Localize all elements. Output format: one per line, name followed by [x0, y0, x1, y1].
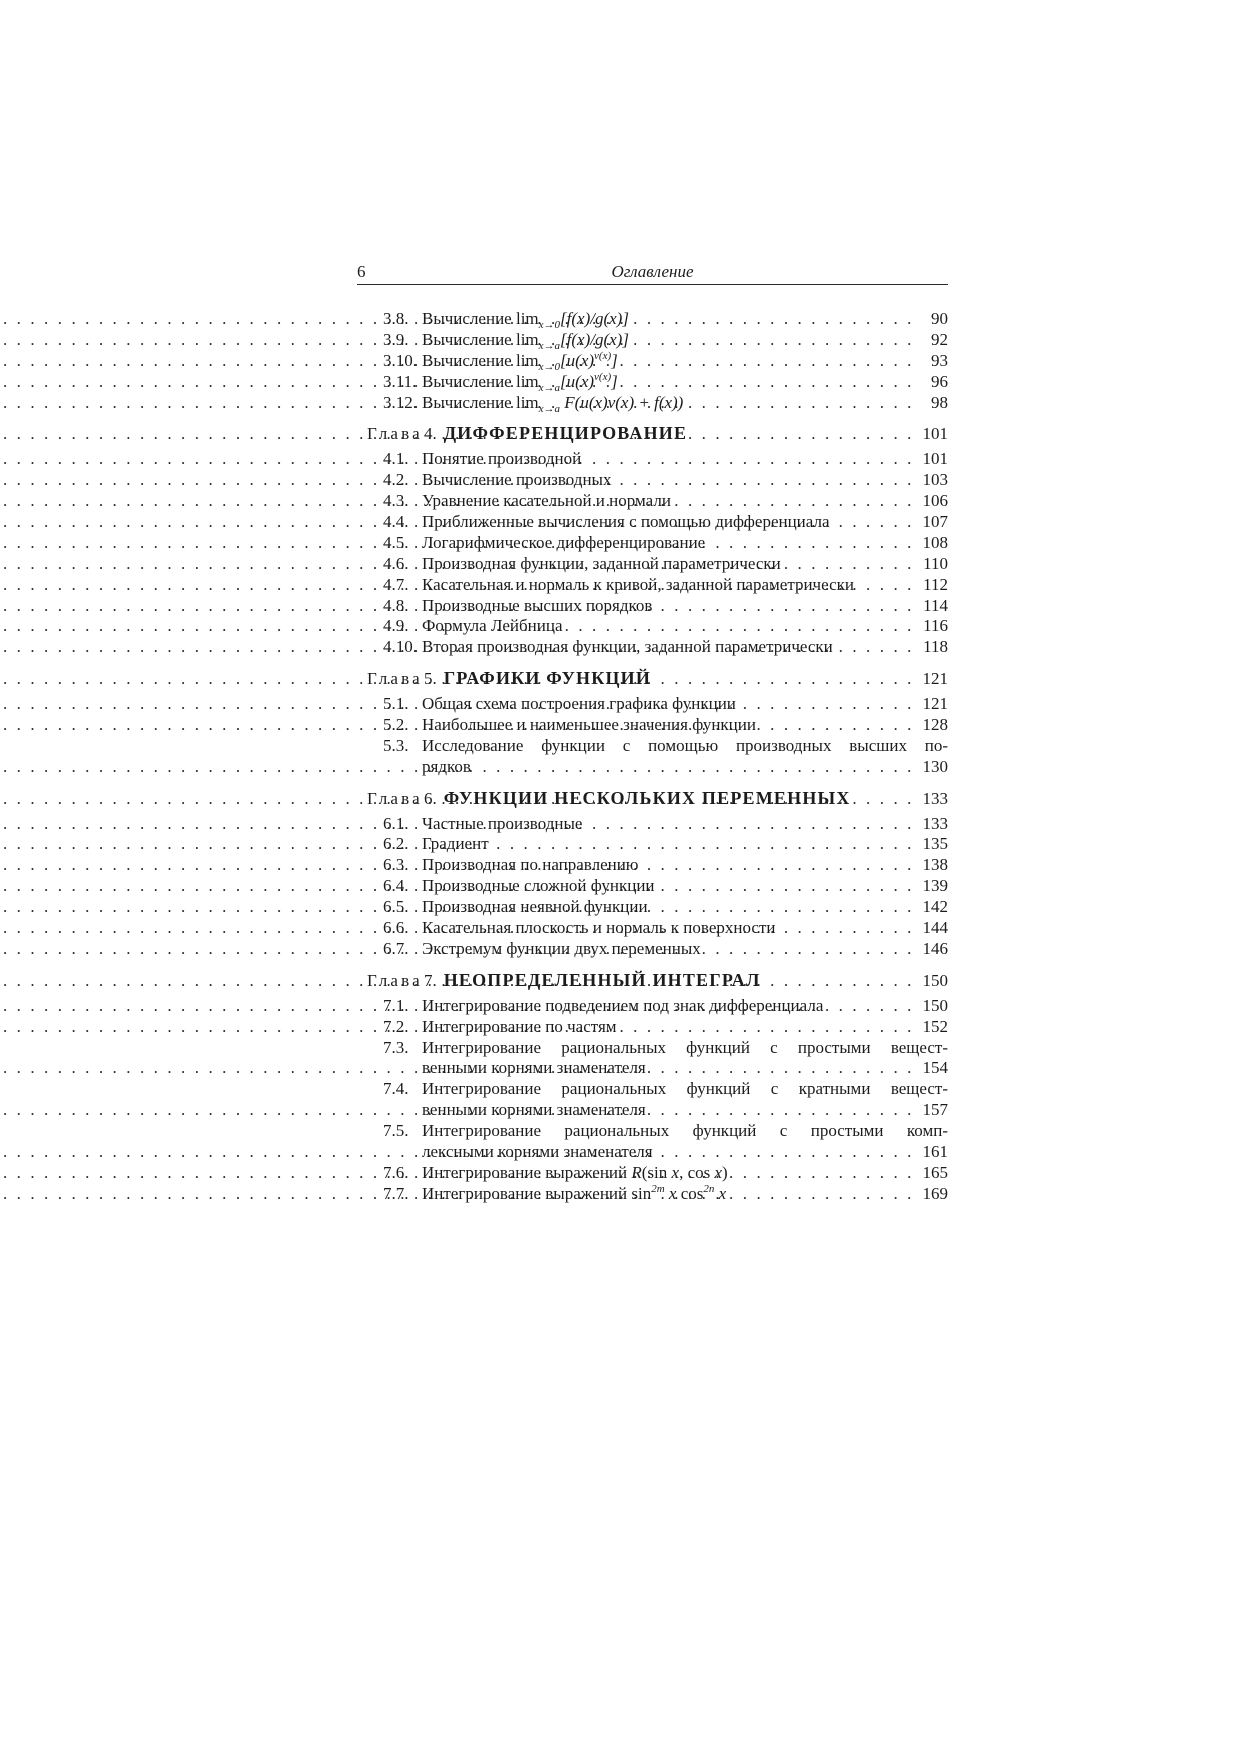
section-number: 7.4. [383, 1079, 409, 1099]
page-number: 142 [922, 897, 948, 917]
math-expression: [f(x)/g(x)] [560, 309, 629, 328]
chapter-label: Глава [367, 788, 423, 808]
dot-leader [652, 1058, 914, 1079]
toc-entry [357, 554, 948, 575]
toc-entry-line [357, 736, 948, 757]
toc-entry [357, 1038, 948, 1080]
section-title-first-line: Интегрирование рациональных функций с простыми комп- [422, 1121, 948, 1141]
section-number: 6.4. [383, 876, 409, 896]
toc-entry [357, 897, 948, 918]
title-text: Касательная и нормаль к кривой, заданной параметрически [422, 574, 854, 594]
toc-entry [357, 309, 948, 330]
section-number: 4.3. [383, 491, 409, 511]
section-number: 4.2. [383, 470, 409, 490]
toc-entry-line [357, 757, 948, 778]
section-number: 6.7. [383, 938, 409, 958]
dot-leader [734, 1163, 914, 1184]
header-page-number: 6 [357, 262, 366, 281]
title-text: (sin [641, 1162, 672, 1182]
toc-entry [357, 616, 948, 637]
toc-entry-line [357, 1100, 948, 1121]
dot-leader [677, 491, 914, 512]
toc-entry [357, 814, 948, 835]
section-number: 3.9. [383, 329, 409, 349]
page-number: 161 [922, 1141, 948, 1161]
toc-entry-line [357, 1142, 948, 1163]
dot-leader [623, 1017, 914, 1038]
section-number: 4.6. [383, 553, 409, 573]
chapter-entry [357, 970, 948, 991]
table-of-contents [357, 309, 948, 1205]
math-subscript: x→a [538, 402, 561, 415]
page-number: 112 [923, 574, 948, 594]
title-text: , cos [679, 1162, 715, 1182]
section-number: 7.1. [383, 995, 409, 1015]
toc-entry [357, 855, 948, 876]
section-number: 5.3. [383, 735, 409, 755]
title-text: Градиент [422, 834, 489, 854]
page-number: 157 [922, 1100, 948, 1120]
math-superscript: v(x) [594, 370, 612, 383]
dot-leader [839, 637, 914, 658]
page-content [357, 260, 948, 1205]
dot-leader [645, 855, 914, 876]
dot-leader [787, 554, 914, 575]
toc-entry [357, 715, 948, 736]
running-header [357, 260, 948, 285]
toc-entry [357, 637, 948, 658]
title-text: Вычисление lim [422, 309, 539, 328]
dot-leader [762, 715, 914, 736]
section-number: 6.5. [383, 897, 409, 917]
chapter-label: Глава [367, 970, 423, 990]
math-expression: ] [611, 350, 618, 370]
page-number: 130 [922, 756, 948, 776]
math-expression: R [631, 1162, 642, 1182]
title-text: Экстремум функции двух переменных [422, 938, 701, 958]
page-number: 139 [922, 876, 948, 896]
dot-leader [693, 424, 914, 445]
section-title-first-line: Исследование функции с помощью производных высших по- [422, 735, 948, 755]
section-number: 5.1. [383, 694, 409, 714]
chapter-number: 5. [423, 669, 437, 689]
section-number: 6.1. [383, 813, 409, 833]
title-text: Вычисление lim [422, 371, 539, 391]
dot-leader [781, 918, 914, 939]
title-text: Формула Лейбница [422, 616, 563, 636]
title-text: Вычисление производных [422, 470, 612, 490]
section-number: 6.6. [383, 918, 409, 938]
math-expression: x [671, 1162, 680, 1182]
section-number: 7.5. [383, 1121, 409, 1141]
toc-entry-line [357, 1079, 948, 1100]
toc-entry [357, 575, 948, 596]
title-text: Вычисление lim [422, 350, 539, 370]
page-number: 133 [922, 788, 948, 808]
dot-leader [659, 1142, 914, 1163]
math-subscript: x→a [538, 381, 561, 394]
chapter-entry [357, 423, 948, 444]
toc-entry-line [357, 1058, 948, 1079]
dot-leader [587, 449, 914, 470]
section-title-first-line: Интегрирование рациональных функций с простыми вещест- [422, 1037, 948, 1057]
page-number: 144 [922, 918, 948, 938]
page-number: 135 [922, 834, 948, 854]
toc-entry [357, 470, 948, 491]
chapter-number: 4. [423, 424, 437, 444]
math-superscript: 2m [651, 1182, 665, 1195]
page-number: 101 [922, 449, 948, 469]
chapter-title: НЕОПРЕДЕЛЕННЫЙ ИНТЕГРАЛ [443, 969, 761, 990]
toc-entry [357, 533, 948, 554]
math-expression: x [714, 1183, 727, 1203]
title-text: Наибольшее и наименьшее значения функции [422, 715, 756, 735]
dot-leader [689, 393, 914, 414]
page-number: 106 [922, 491, 948, 511]
dot-leader [569, 616, 914, 637]
section-number: 7.7. [383, 1183, 409, 1203]
page-number: 107 [922, 512, 948, 532]
section-number: 4.10. [383, 637, 417, 657]
toc-entry [357, 736, 948, 778]
dot-leader [654, 897, 914, 918]
page-number: 101 [922, 424, 948, 444]
title-text: Интегрирование подведением под знак дифференциала [422, 995, 824, 1015]
dot-leader [617, 470, 914, 491]
section-number: 4.8. [383, 595, 409, 615]
title-text: Понятие производной [422, 449, 582, 469]
section-number: 4.4. [383, 512, 409, 532]
page-number: 138 [922, 855, 948, 875]
dot-leader [635, 330, 914, 351]
page-number: 169 [922, 1183, 948, 1203]
chapter-title: ФУНКЦИИ НЕСКОЛЬКИХ ПЕРЕМЕННЫХ [443, 787, 851, 808]
title-text: венными корнями знаменателя [422, 1058, 646, 1078]
math-expression: [u(x) [560, 371, 595, 391]
page-number: 103 [922, 470, 948, 490]
dot-leader [661, 876, 914, 897]
title-text: Общая схема построения графика функции [422, 694, 736, 714]
title-text: рядков [422, 756, 471, 776]
toc-entry [357, 351, 948, 372]
title-text: Интегрирование выражений [422, 1162, 632, 1182]
toc-entry [357, 372, 948, 393]
dot-leader [652, 1100, 914, 1121]
toc-entry [357, 596, 948, 617]
chapter-entry [357, 668, 948, 689]
page-number: 93 [931, 350, 948, 370]
title-text: Вычисление lim [422, 329, 539, 349]
page-number: 146 [922, 938, 948, 958]
toc-entry [357, 393, 948, 414]
chapter-entry [357, 788, 948, 809]
math-superscript: v(x) [594, 349, 612, 362]
title-text: Производная неявной функции [422, 897, 648, 917]
dot-leader [707, 939, 914, 960]
dot-leader [836, 512, 914, 533]
math-expression: F(u(x)v(x) + f(x)) [560, 392, 684, 412]
dot-leader [711, 533, 914, 554]
dot-leader [635, 309, 914, 330]
section-number: 3.8. [383, 309, 409, 328]
toc-entry [357, 330, 948, 351]
page-number: 150 [922, 970, 948, 990]
title-text: Уравнение касательной и нормали [422, 491, 671, 511]
page-number: 110 [923, 553, 948, 573]
title-text: Вторая производная функции, заданной параметрически [422, 637, 833, 657]
math-expression: x [714, 1162, 723, 1182]
title-text: Касательная плоскость и нормаль к поверхности [422, 918, 776, 938]
section-number: 6.3. [383, 855, 409, 875]
dot-leader [860, 575, 914, 596]
section-number: 3.12. [383, 392, 417, 412]
math-subscript: x→0 [538, 360, 561, 373]
toc-entry-line [357, 1121, 948, 1142]
title-text: Интегрирование по частям [422, 1016, 617, 1036]
dot-leader [742, 694, 914, 715]
toc-entry [357, 1163, 948, 1184]
dot-leader [857, 789, 914, 810]
math-expression: [u(x) [560, 350, 595, 370]
section-number: 4.5. [383, 532, 409, 552]
title-text: Производная функции, заданной параметрически [422, 553, 781, 573]
toc-entry [357, 491, 948, 512]
page-number: 118 [923, 637, 948, 657]
page-number: 133 [922, 813, 948, 833]
page-number: 114 [923, 595, 948, 615]
math-subscript: x→a [538, 339, 561, 352]
header-running-title: Оглавление [611, 262, 694, 281]
page-number: 90 [931, 309, 948, 328]
page-number: 121 [922, 694, 948, 714]
dot-leader [658, 596, 914, 617]
dot-leader [657, 669, 914, 690]
toc-entry [357, 1017, 948, 1038]
chapter-label: Глава [367, 424, 423, 444]
page-number: 154 [922, 1058, 948, 1078]
dot-leader [477, 757, 914, 778]
title-text: лексными корнями знаменателя [422, 1141, 653, 1161]
section-number: 7.6. [383, 1162, 409, 1182]
dot-leader [588, 814, 914, 835]
toc-entry [357, 694, 948, 715]
title-text: венными корнями знаменателя [422, 1100, 646, 1120]
page-number: 98 [931, 392, 948, 412]
toc-entry [357, 449, 948, 470]
chapter-title: ДИФФЕРЕНЦИРОВАНИЕ [443, 423, 688, 444]
chapter-number: 7. [423, 970, 437, 990]
math-subscript: x→0 [538, 319, 561, 331]
dot-leader [624, 351, 914, 372]
section-title-first-line: Интегрирование рациональных функций с кратными вещест- [422, 1079, 948, 1099]
page-number: 116 [923, 616, 948, 636]
title-text: Вычисление lim [422, 392, 539, 412]
title-text: Интегрирование выражений sin [422, 1183, 652, 1203]
toc-entry [357, 1184, 948, 1205]
title-text: Частные производные [422, 813, 583, 833]
toc-entry [357, 918, 948, 939]
toc-entry [357, 834, 948, 855]
toc-entry [357, 876, 948, 897]
title-text: Производные высших порядков [422, 595, 653, 615]
section-number: 7.2. [383, 1016, 409, 1036]
title-text: Производные сложной функции [422, 876, 655, 896]
toc-entry [357, 939, 948, 960]
dot-leader [829, 996, 914, 1017]
math-expression: ] [611, 371, 618, 391]
title-text: Приближенные вычисления с помощью дифференциала [422, 512, 830, 532]
section-number: 7.3. [383, 1037, 409, 1057]
toc-entry [357, 512, 948, 533]
dot-leader [767, 971, 914, 992]
page-number: 150 [922, 995, 948, 1015]
page-number: 92 [931, 329, 948, 349]
toc-entry [357, 996, 948, 1017]
section-number: 6.2. [383, 834, 409, 854]
page-number: 128 [922, 715, 948, 735]
title-text: cos [676, 1183, 704, 1203]
section-number: 3.11. [383, 371, 417, 391]
section-number: 3.10. [383, 350, 417, 370]
page-number: 165 [922, 1162, 948, 1182]
page-number: 108 [922, 532, 948, 552]
section-number: 4.9. [383, 616, 409, 636]
math-expression: [f(x)/g(x)] [560, 329, 629, 349]
chapter-label: Глава [367, 669, 423, 689]
dot-leader [624, 372, 914, 393]
page-number: 96 [931, 371, 948, 391]
page-number: 121 [922, 669, 948, 689]
title-text: ) [722, 1162, 728, 1182]
math-superscript: 2n [703, 1182, 715, 1195]
section-number: 4.7. [383, 574, 409, 594]
page-number: 152 [922, 1016, 948, 1036]
toc-entry-line [357, 1038, 948, 1059]
math-expression: x [664, 1183, 677, 1203]
title-text: Производная по направлению [422, 855, 639, 875]
section-number: 4.1. [383, 449, 409, 469]
section-number: 5.2. [383, 715, 409, 735]
chapter-number: 6. [423, 788, 437, 808]
title-text: Логарифмическое дифференцирование [422, 532, 706, 552]
dot-leader [495, 834, 914, 855]
chapter-title: ГРАФИКИ ФУНКЦИЙ [443, 668, 652, 689]
toc-entry [357, 1079, 948, 1121]
dot-leader [732, 1184, 914, 1205]
toc-entry [357, 1121, 948, 1163]
